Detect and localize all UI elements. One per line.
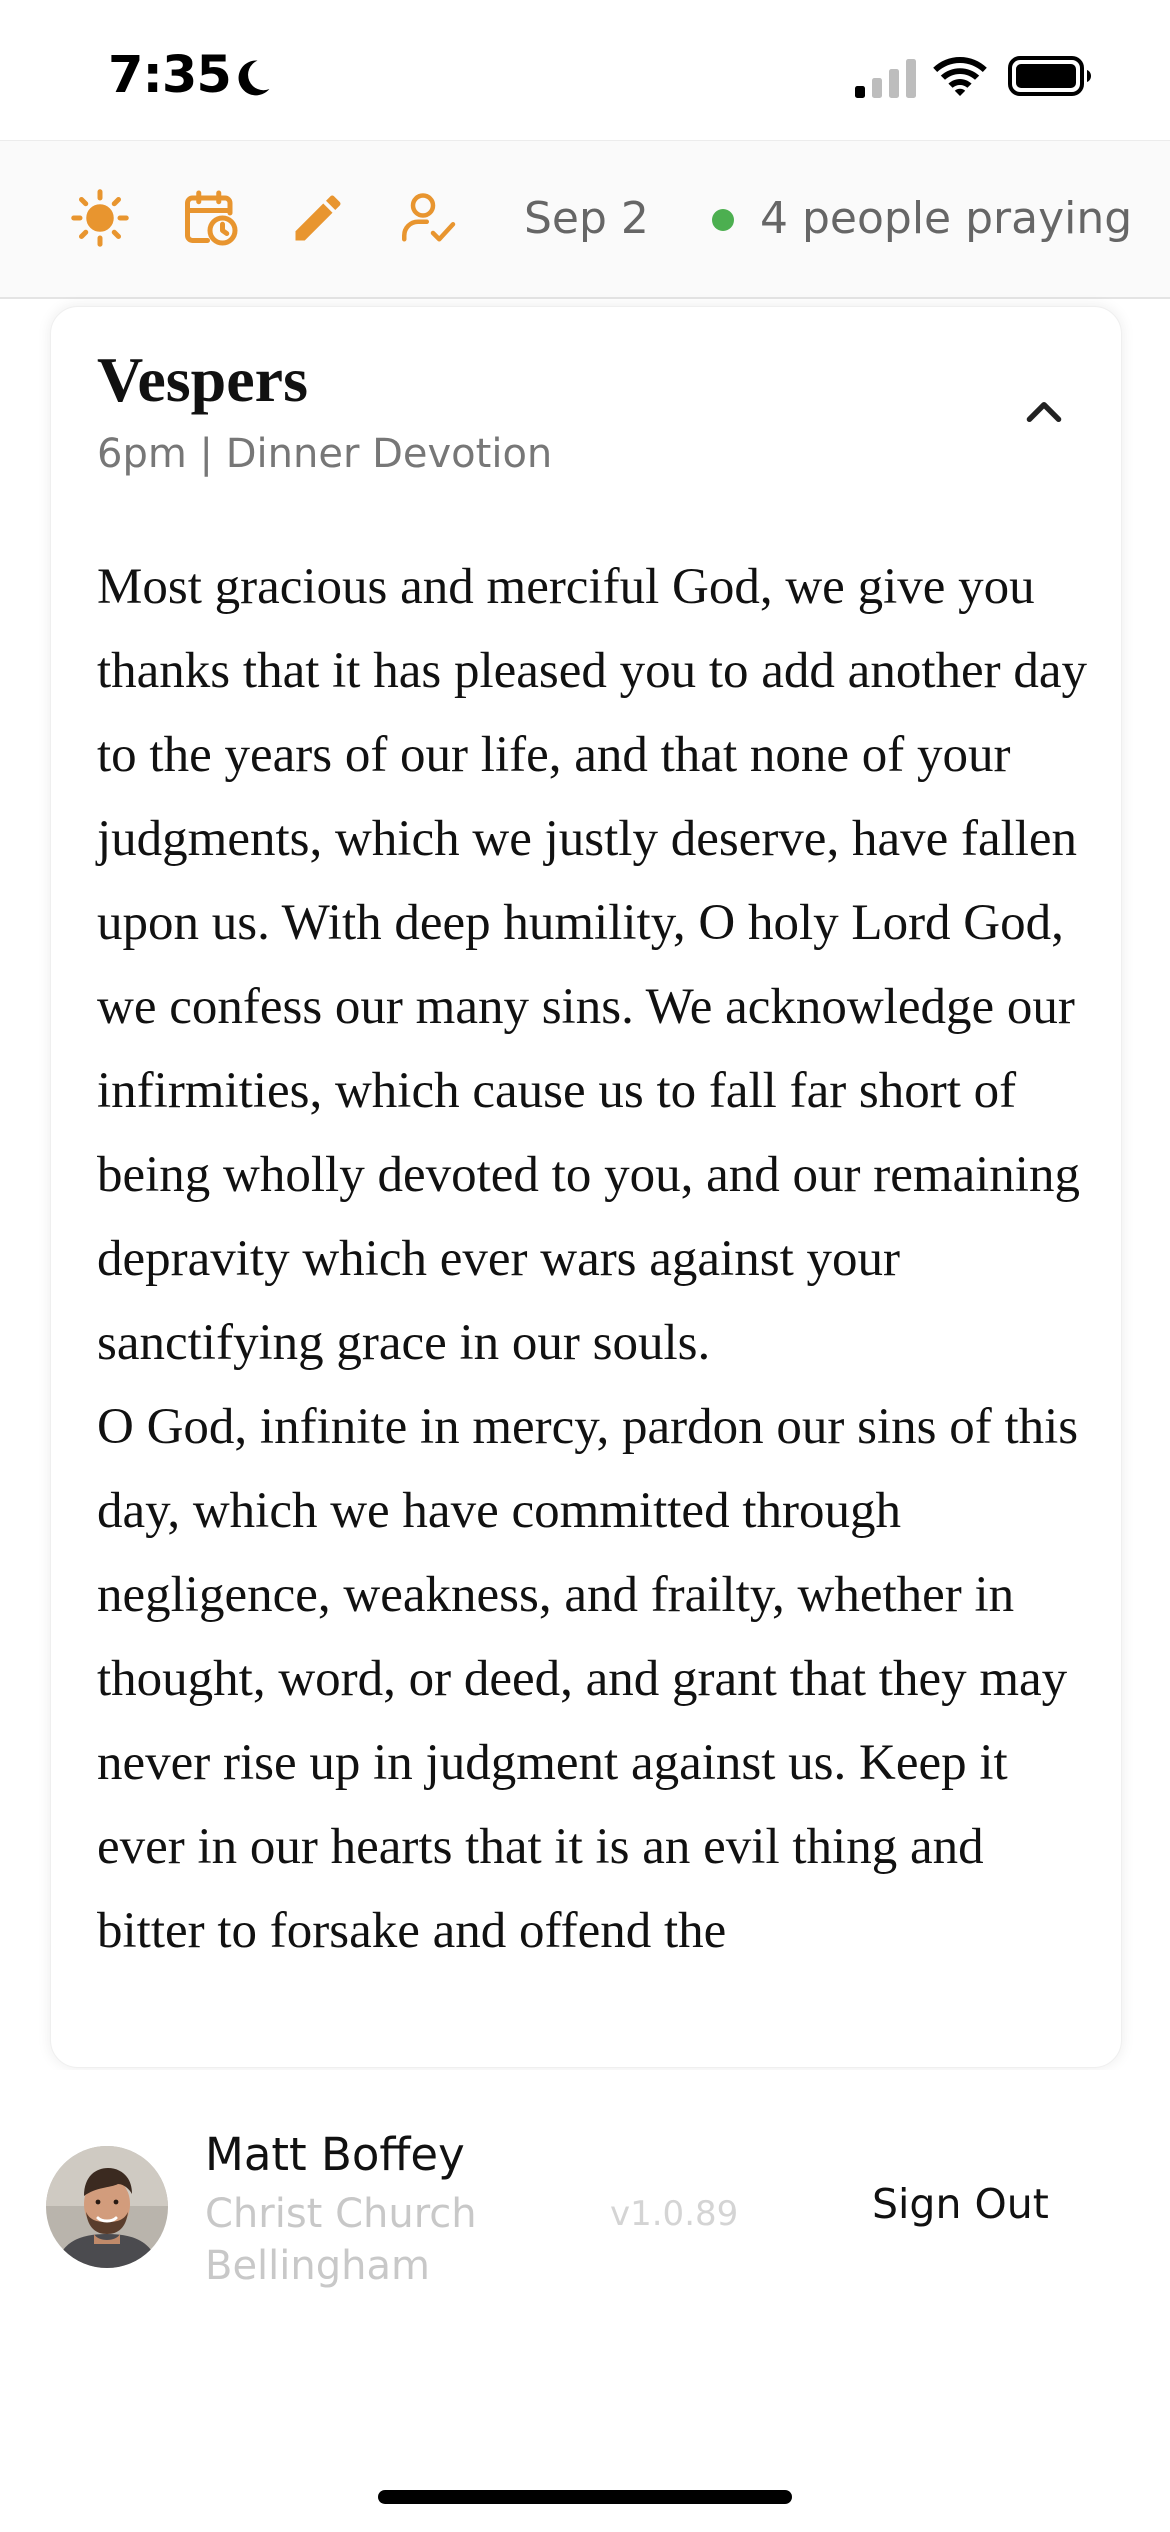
online-status-dot — [712, 209, 734, 231]
calendar-clock-icon[interactable] — [180, 188, 240, 248]
card-title: Vespers — [97, 344, 308, 415]
praying-count: 4 people praying — [760, 193, 1133, 244]
prayer-card — [50, 306, 1122, 2068]
prayer-text — [97, 545, 1097, 1973]
sign-out-button[interactable]: Sign Out — [872, 2180, 1049, 2228]
pencil-icon[interactable] — [288, 188, 348, 248]
toolbar — [0, 140, 1170, 299]
sun-icon[interactable] — [70, 188, 130, 248]
wifi-icon — [932, 55, 988, 97]
chevron-up-icon[interactable] — [1019, 387, 1069, 437]
user-check-icon[interactable] — [398, 188, 458, 248]
footer — [0, 2070, 1170, 2532]
prayer-paragraph: Most gracious and merciful God, we give you thanks that it has pleased you to add another day to the years of our life, and that none of your judgments, which we justly deserve, have fallen upon us. With deep humility, O holy Lord God, we confess our many sins. We acknowledge our infirmities, which cause us to fall far short of being wholly devoted to you, and our remaining depravity which ever wars against your sanctifying grace in our souls. — [97, 559, 1087, 1371]
moon-icon — [230, 56, 274, 100]
date-label[interactable]: Sep 2 — [524, 193, 649, 244]
battery-icon — [1008, 56, 1092, 96]
status-bar — [0, 0, 1170, 140]
home-indicator[interactable] — [378, 2490, 792, 2504]
cellular-signal-icon — [855, 58, 917, 98]
avatar[interactable] — [46, 2146, 168, 2268]
prayer-paragraph: O God, infinite in mercy, pardon our sins of this day, which we have committed through negligence, weakness, and frailty, whether in thought, word, or deed, and grant that they may never rise up in judgment against us. Keep it ever in our hearts that it is an evil thing and bitter to forsake and offend the — [97, 1399, 1079, 1959]
user-name: Matt Boffey — [205, 2128, 465, 2181]
app-version: v1.0.89 — [610, 2194, 739, 2234]
status-time: 7:35 — [108, 46, 231, 105]
card-subtitle: 6pm | Dinner Devotion — [97, 431, 553, 477]
church-name: Christ Church Bellingham — [205, 2191, 477, 2289]
